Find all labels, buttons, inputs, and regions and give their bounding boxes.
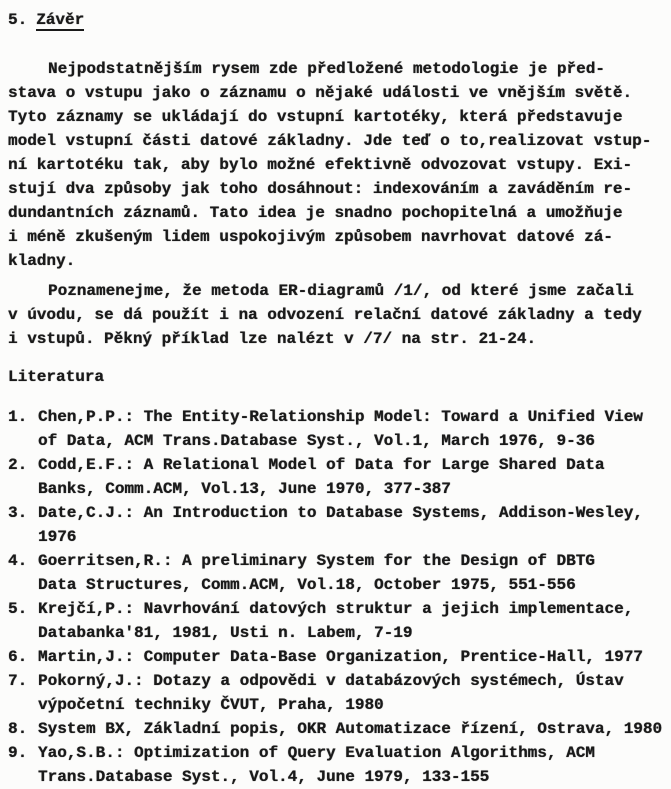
paragraph-line: stava o vstupu jako o záznamu o nějaké události ve vnějším světě. [8,84,633,102]
reference-line: Martin,J.: Computer Data-Base Organization, Prentice-Hall, 1977 [38,648,643,666]
paragraph-line: Tyto záznamy se ukládají do vstupní kartotéky, která představuje [8,108,623,126]
reference-number: 7. [8,672,28,690]
reference-number: 2. [8,456,28,474]
paragraph-line: kladny. [8,252,76,270]
section-heading [8,8,667,32]
reference-item [8,597,667,645]
reference-item [8,549,667,597]
reference-item [8,741,667,789]
reference-number: 9. [8,744,28,762]
section-number: 5. [8,11,28,29]
reference-line: Date,C.J.: An Introduction to Database Systems, Addison-Wesley, [38,504,643,522]
reference-item [8,453,667,501]
reference-line: Banks, Comm.ACM, Vol.13, June 1970, 377-387 [38,480,451,498]
paragraph-1 [8,57,667,273]
reference-number: 6. [8,648,28,666]
reference-item [8,669,667,717]
reference-line: of Data, ACM Trans.Database Syst., Vol.1, March 1976, 9-36 [38,432,595,450]
reference-line: 1976 [38,528,77,546]
reference-item [8,717,667,741]
reference-line: Pokorný,J.: Dotazy a odpovědi v databázových systémech, Ústav [38,672,624,690]
reference-number: 1. [8,408,28,426]
paragraph-2 [8,279,667,351]
paragraph-line: stují dva způsoby jak toho dosáhnout: indexováním a zaváděním re- [8,180,633,198]
reference-item [8,501,667,549]
reference-item [8,645,667,669]
paragraph-line: i méně zkušeným lidem uspokojivým způsobem navrhovat datové zá- [8,228,613,246]
reference-number: 4. [8,552,28,570]
reference-number: 3. [8,504,28,522]
paragraph-line: Poznamenejme, že metoda ER-diagramů /1/, od které jsme začali [48,282,634,300]
reference-line: Krejčí,P.: Navrhování datových struktur a jejich implementace, [38,600,634,618]
reference-line: Data Structures, Comm.ACM, Vol.18, October 1975, 551-556 [38,576,576,594]
literatura-heading: Literatura [8,368,105,386]
reference-line: výpočetní techniky ČVUT, Praha, 1980 [38,696,384,714]
reference-line: System BX, Základní popis, OKR Automatizace řízení, Ostrava, 1980 [38,720,663,738]
reference-line: Databanka'81, 1981, Usti n. Labem, 7-19 [38,624,413,642]
section-title: Závěr [36,11,85,29]
reference-number: 5. [8,600,28,618]
reference-line: Codd,E.F.: A Relational Model of Data for Large Shared Data [38,456,605,474]
reference-list [8,405,667,789]
paragraph-line: v úvodu, se dá použít i na odvození relační datové základny a tedy [8,306,642,324]
reference-line: Yao,S.B.: Optimization of Query Evaluation Algorithms, ACM [38,744,595,762]
paragraph-line: ní kartotéku tak, aby bylo možné efektivně odvozovat vstupy. Exi- [8,156,633,174]
paragraph-line: model vstupní části datové základny. Jde teď o to,realizovat vstup- [8,132,652,150]
paragraph-line: dundantních záznamů. Tato idea je snadno pochopitelná a umožňuje [8,204,623,222]
reference-number: 8. [8,720,28,738]
reference-line: Chen,P.P.: The Entity-Relationship Model: Toward a Unified View [38,408,643,426]
reference-item [8,405,667,453]
reference-line: Goerritsen,R.: A preliminary System for the Design of DBTG [38,552,595,570]
reference-line: Trans.Database Syst., Vol.4, June 1979, 133-155 [38,768,490,786]
paragraph-line: i vstupů. Pěkný příklad lze nalézt v /7/ na str. 21-24. [8,330,537,348]
paragraph-line: Nejpodstatnějším rysem zde předložené metodologie je před- [48,60,605,78]
